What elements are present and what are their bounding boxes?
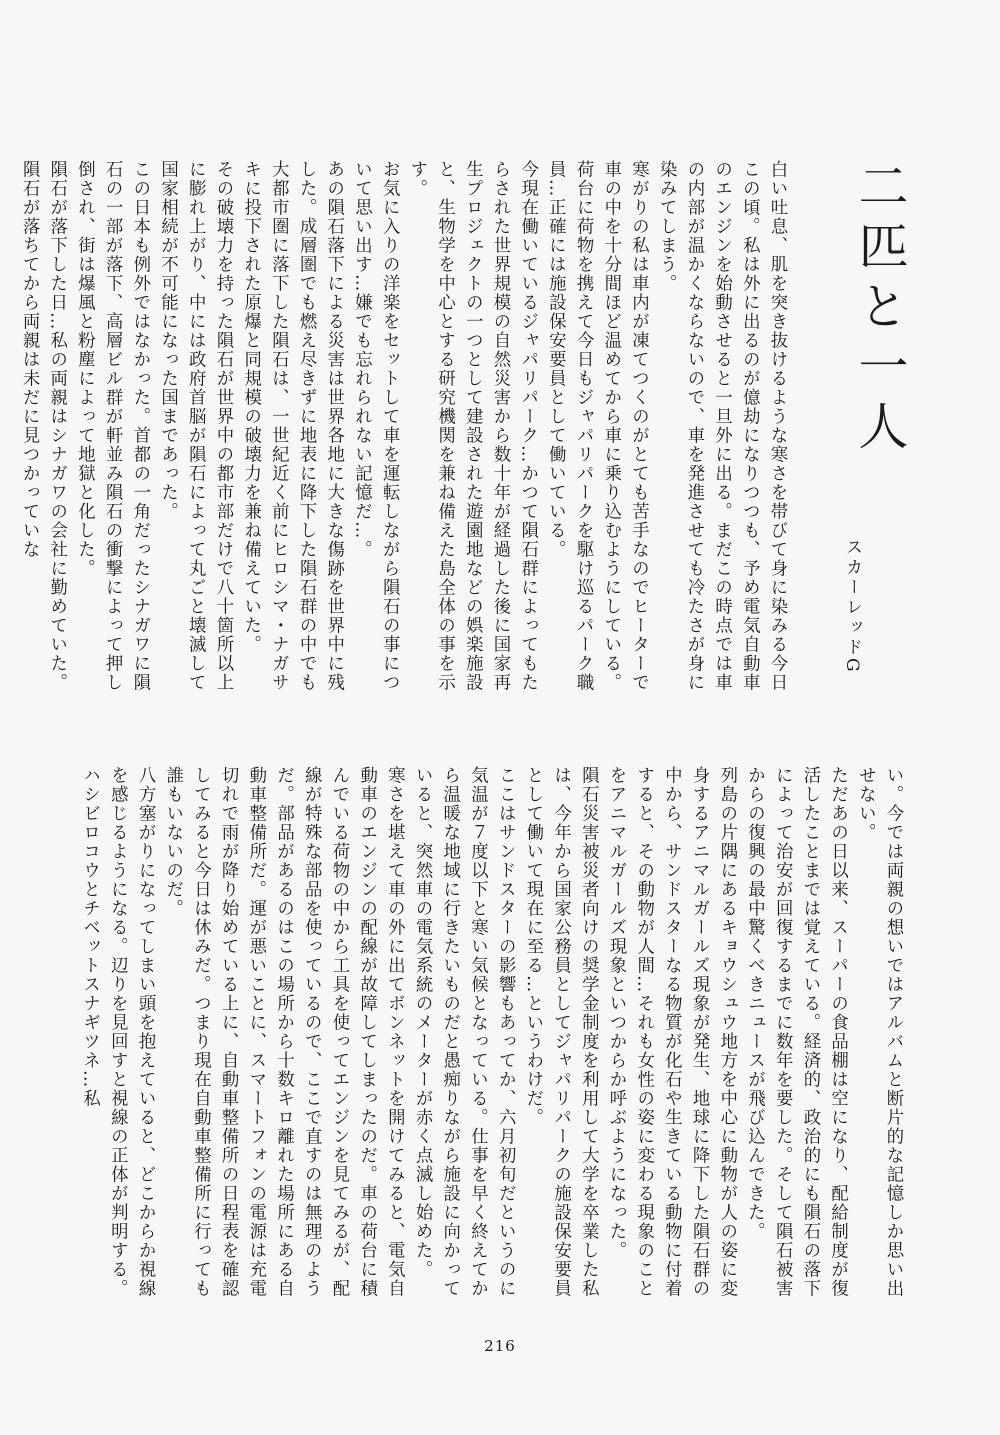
upper-text-block xyxy=(19,160,790,705)
paragraph: 隕石が落下した日…私の両親はシナガワの会社に勤めていた。隕石が落ちてから両親は未だに見つかっていな xyxy=(19,160,67,692)
paragraph: 白い吐息、肌を突き抜けるような寒さを帯びて身に染みる今日この頃。私は外に出るのが億劫になりつつも、予め電気自動車のエンジンを始動させると一旦外に出る。まだこの時点では車の内部が温かくならないので、車を発進させても冷たさが身に染みてしまう。 xyxy=(656,160,787,692)
author-name: スカーレッドG xyxy=(842,538,862,675)
lower-text-block xyxy=(79,766,906,1313)
page-number: 216 xyxy=(484,1337,516,1355)
story-title: 二匹と一人 xyxy=(850,160,909,460)
paragraph: 列島の片隅にあるキョウシュウ地方を中心に動物が人の姿に変身するアニマルガールズ現象が発生、地球に降下した隕石群の中から、サンドスターなる物質が化石や生きている動物に付着すると、その動物が人間…それも女性の姿に変わる現象のことをアニマルガールズ現象といつからか呼ぶようになった。 xyxy=(605,766,737,1298)
paragraph: ただあの日以来、スーパーの食品棚は空になり、配給制度が復活したことまでは覚えている。経済的、政治的にも隕石の落下によって治安が回復するまでに数年を要した。そして隕石被害からの復興の最中驚くべきニュースが飛び込んできた。 xyxy=(744,766,848,1298)
paragraph: あの隕石落下による災害は世界各地に大きな傷跡を世界中に残した。成層圏でも燃え尽きずに地表に降下した隕石群の中でも大都市圏に落下した隕石は、一世紀近く前にヒロシマ・ナガサキに投下された原爆と同規模の破壊力を兼ね備えていた。 xyxy=(240,160,344,692)
paragraph: 今現在働いているジャパリパーク…かつて隕石群によってもたらされた世界規模の自然災害から数十年が経過した後に国家再生プロジェクトの一つとして建設された遊園地などの娯楽施設と、生物学を中心とする研究機関を兼ね備えた島全体の事を示す。 xyxy=(406,160,538,692)
paragraph: この日本も例外ではなかった。首都の一角だったシナガワに隕石の一部が落下、高層ビル群が軒並み隕石の衝撃によって押し倒され、街は爆風と粉塵によって地獄と化した。 xyxy=(74,160,150,692)
paragraph: 八方塞がりになってしまい頭を抱えていると、どこからか視線を感じるようになる。辺りを見回すと視線の正体が判明する。ハシビロコウとチベットスナギツネ…私 xyxy=(79,766,156,1298)
paragraph: 隕石災害被災者向けの奨学金制度を利用して大学を卒業した私は、今年から国家公務員としてジャパリパークの施設保安要員として働いて現在に至る…というわけだ。 xyxy=(522,766,599,1298)
paragraph: 寒さを堪えて車の外に出てボンネットを開けてみると、電気自動車のエンジンの配線が故障してしまったのだ。車の荷台に積んでいる荷物の中から工具を使ってエンジンを見てみるが、配線が特殊な部品を使っているので、ここで直すのは無理のようだ。部品があるのはこの場所から十数キロ離れた場所にある自動車整備所だ。運が悪いことに、スマートフォンの電源は充電切れで雨が降り始めている上に、自動車整備所の日程表を確認してみると今日は休みだ。つまり現在自動車整備所に行っても誰もいないのだ。 xyxy=(162,766,405,1298)
paragraph: い。今では両親の想いではアルバムと断片的な記憶しか思い出せない。 xyxy=(855,766,903,1298)
paragraph: ここはサンドスターの影響もあってか、六月初旬だというのに気温が７度以下と寒い気候となっている。仕事を早く終えてから温暖な地域に行きたいものだと愚痴りながら施設に向かっていると、突然車の電気系統のメーターが赤く点滅し始めた。 xyxy=(412,766,516,1298)
paragraph: お気に入りの洋楽をセットして車を運転しながら隕石の事について思い出す…嫌でも忘れられない記憶だ…。 xyxy=(351,160,400,692)
paragraph: その破壊力を持った隕石が世界中の都市部だけで八十箇所以上に膨れ上がり、中には政府首脳が隕石によって丸ごと壊滅して国家相続が不可能になった国まであった。 xyxy=(157,160,233,692)
paragraph: 寒がりの私は車内が凍てつくのがとても苦手なのでヒーターで車の中を十分間ほど温めてから車に乗り込むようにしている。荷台に荷物を携えて今日もジャパリパークを駆け巡るパーク職員…正確には施設保安要員として働いている。 xyxy=(545,160,649,692)
